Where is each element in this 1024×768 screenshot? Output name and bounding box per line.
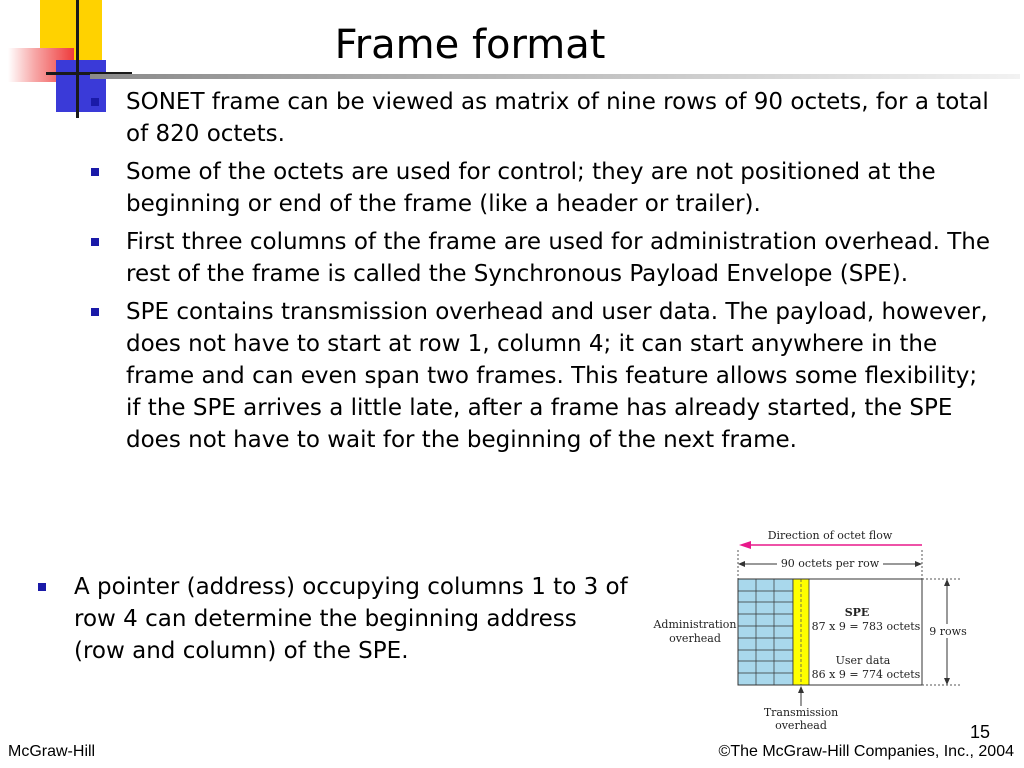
admin-overhead-grid bbox=[738, 579, 793, 685]
bullet-square-icon bbox=[38, 583, 46, 591]
bullet-item bbox=[74, 571, 634, 667]
bullet-square-icon bbox=[91, 98, 99, 106]
main-bullet-list bbox=[126, 86, 996, 462]
bullet-square-icon bbox=[91, 238, 99, 246]
title-divider bbox=[90, 74, 1020, 79]
bullet-text: SPE contains transmission overhead and user data. The payload, however, does not have to start at row 1, column 4; it can start anywhere in the frame and can even span two frames. This feature allows some flexibility; if the SPE arrives a little late, after a frame has already started, the SPE does not have to wait for the beginning of the next frame. bbox=[126, 299, 988, 453]
bullet-item bbox=[126, 226, 996, 290]
footer-publisher: McGraw-Hill bbox=[8, 743, 96, 760]
transmission-overhead-label-line2: overhead bbox=[775, 719, 827, 732]
logo-vertical-line bbox=[76, 0, 79, 118]
footer-copyright: ©The McGraw-Hill Companies, Inc., 2004 bbox=[718, 743, 1014, 760]
admin-overhead-label-line2: overhead bbox=[669, 632, 721, 645]
page-number: 15 bbox=[969, 722, 990, 742]
sonet-frame-diagram bbox=[645, 520, 980, 736]
bullet-square-icon bbox=[91, 308, 99, 316]
transmission-overhead-label-line1: Transmission bbox=[763, 706, 839, 719]
bullet-item bbox=[126, 296, 996, 456]
bullet-item bbox=[126, 156, 996, 220]
slide-title: Frame format bbox=[334, 22, 606, 68]
direction-label: Direction of octet flow bbox=[767, 529, 893, 542]
octet-flow-arrow bbox=[739, 541, 922, 549]
bullet-item bbox=[126, 86, 996, 150]
octets-per-row-label: 90 octets per row bbox=[780, 557, 880, 570]
spe-calculation: 87 x 9 = 783 octets bbox=[811, 620, 921, 633]
bullet-text: A pointer (address) occupying columns 1 to 3 of row 4 can determine the beginning address (row and column) of the SPE. bbox=[74, 574, 628, 664]
bullet-text: SONET frame can be viewed as matrix of nine rows of 90 octets, for a total of 820 octets. bbox=[126, 89, 989, 147]
spe-label: SPE bbox=[844, 606, 870, 619]
admin-overhead-label-line1: Administration bbox=[653, 618, 737, 631]
bullet-text: First three columns of the frame are used for administration overhead. The rest of the frame is called the Synchronous Payload Envelope (SPE). bbox=[126, 229, 991, 287]
rows-label: 9 rows bbox=[929, 625, 967, 638]
bullet-square-icon bbox=[91, 168, 99, 176]
bullet-text: Some of the octets are used for control; they are not positioned at the beginning or end of the frame (like a header or trailer). bbox=[126, 159, 936, 217]
user-data-calculation: 86 x 9 = 774 octets bbox=[811, 668, 921, 681]
user-data-label: User data bbox=[835, 654, 891, 667]
pointer-bullet-list bbox=[74, 571, 634, 673]
transmission-pointer-arrow bbox=[798, 686, 804, 706]
